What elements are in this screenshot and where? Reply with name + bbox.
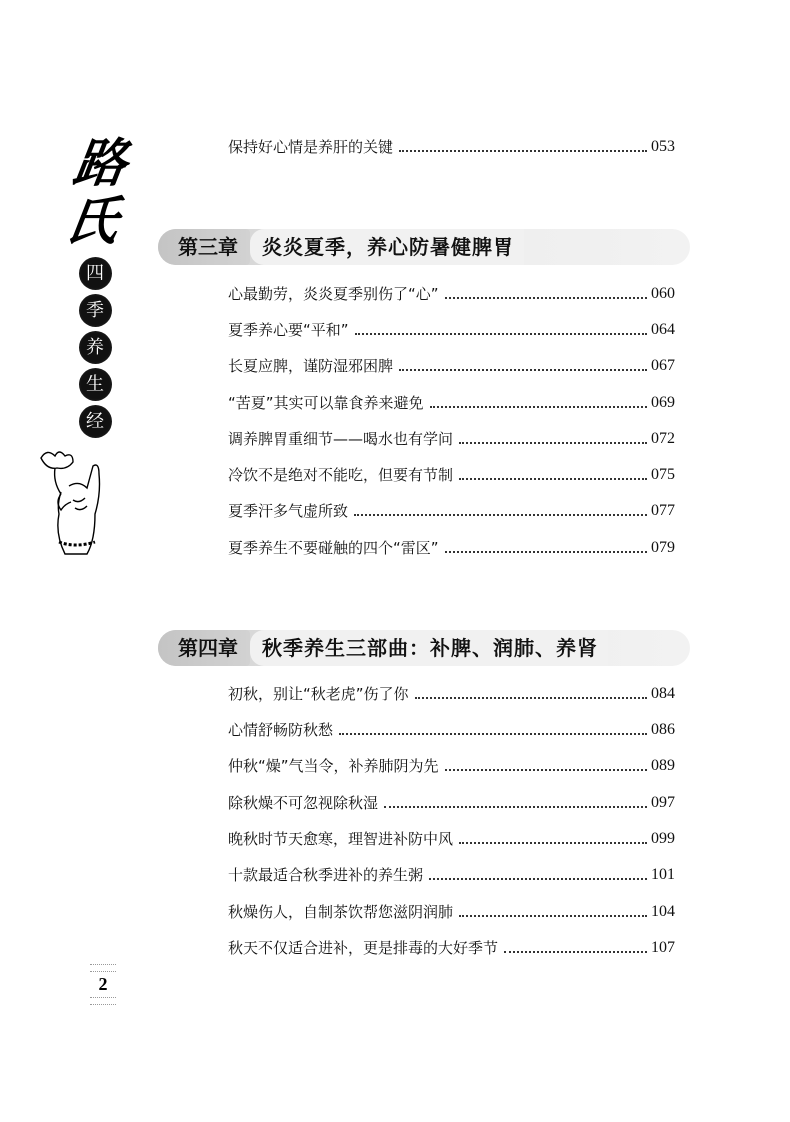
page-number: 2	[98, 974, 108, 994]
toc-entry-page: 104	[651, 903, 675, 920]
toc-entry-page: 079	[651, 539, 675, 556]
toc-entry-page: 084	[651, 685, 675, 702]
dot-leader	[459, 442, 647, 444]
toc-entry-title: 秋天不仅适合进补，更是排毒的大好季节	[228, 939, 499, 957]
folio-ornament-bottom-icon	[90, 997, 116, 1005]
side-brand	[55, 135, 135, 570]
dot-leader	[430, 406, 647, 408]
toc-entry-page: 099	[651, 830, 675, 847]
dot-leader	[459, 478, 647, 480]
toc-entry-page: 072	[651, 430, 675, 447]
dot-leader	[339, 733, 647, 735]
toc-entry-title: 夏季汗多气虚所致	[228, 502, 349, 520]
toc-entry-page: 097	[651, 794, 675, 811]
chapter-number: 第三章	[158, 229, 250, 265]
toc-entry[interactable]	[228, 133, 675, 157]
toc-entry[interactable]	[228, 716, 675, 740]
toc-entry-page: 101	[651, 866, 675, 883]
toc-entry-title: 保持好心情是养肝的关键	[228, 138, 394, 156]
toc-entry-title: “苦夏”其实可以靠食养来避免	[228, 394, 424, 412]
toc-entry[interactable]	[228, 680, 675, 704]
toc-entry-page: 067	[651, 357, 675, 374]
toc-entry-page: 086	[651, 721, 675, 738]
toc-entry[interactable]	[228, 461, 675, 485]
toc-entry-title: 冷饮不是绝对不能吃，但要有节制	[228, 466, 454, 484]
series-char-circle: 经	[79, 405, 112, 438]
dot-leader	[354, 514, 647, 516]
series-char-circle: 养	[79, 331, 112, 364]
toc-entry[interactable]	[228, 497, 675, 521]
brand-calligraphy: 路氏	[61, 133, 129, 252]
toc-entry-page: 107	[651, 939, 675, 956]
toc-entry-page: 053	[651, 138, 675, 155]
dot-leader	[504, 951, 647, 953]
toc-entry[interactable]	[228, 280, 675, 304]
toc-entry[interactable]	[228, 752, 675, 776]
toc-entry-title: 晚秋时节天愈寒，理智进补防中风	[228, 830, 454, 848]
toc-entry-title: 调养脾胃重细节——喝水也有学问	[228, 430, 454, 448]
toc-entry-page: 077	[651, 502, 675, 519]
toc-entry[interactable]	[228, 898, 675, 922]
toc-entry-page: 069	[651, 394, 675, 411]
toc-entry-page: 060	[651, 285, 675, 302]
toc-entry-title: 心情舒畅防秋愁	[228, 721, 334, 739]
toc-entry-title: 长夏应脾，谨防湿邪困脾	[228, 357, 394, 375]
dot-leader	[445, 297, 647, 299]
toc-entry[interactable]	[228, 316, 675, 340]
toc-entry-page: 089	[651, 757, 675, 774]
series-char-circle: 生	[79, 368, 112, 401]
chapter-number: 第四章	[158, 630, 250, 666]
dot-leader	[399, 150, 647, 152]
dot-leader	[445, 769, 647, 771]
dot-leader	[384, 806, 647, 808]
toc-entry[interactable]	[228, 789, 675, 813]
toc-entry-page: 075	[651, 466, 675, 483]
dot-leader	[459, 842, 647, 844]
dot-leader	[445, 551, 647, 553]
toc-entry[interactable]	[228, 534, 675, 558]
toc-entry[interactable]	[228, 352, 675, 376]
toc-entry-title: 秋燥伤人，自制茶饮帮您滋阴润肺	[228, 903, 454, 921]
dot-leader	[459, 915, 647, 917]
chapter-title: 秋季养生三部曲：补脾、润肺、养肾	[250, 630, 608, 666]
dot-leader	[399, 369, 647, 371]
chapter-heading-4[interactable]	[158, 630, 690, 666]
toc-entry-title: 心最勤劳，炎炎夏季别伤了“心”	[228, 285, 439, 303]
page-folio	[88, 962, 118, 1007]
toc-entry-title: 夏季养生不要碰触的四个“雷区”	[228, 539, 439, 557]
toc-entry-title: 仲秋“燥”气当令，补养肺阴为先	[228, 757, 439, 775]
toc-entry-title: 初秋，别让“秋老虎”伤了你	[228, 685, 409, 703]
series-char-circle: 四	[79, 257, 112, 290]
dot-leader	[415, 697, 647, 699]
series-title-circles	[55, 257, 135, 442]
toc-entry[interactable]	[228, 825, 675, 849]
toc-entry-page: 064	[651, 321, 675, 338]
toc-entry[interactable]	[228, 425, 675, 449]
toc-entry[interactable]	[228, 861, 675, 885]
dot-leader	[429, 878, 647, 880]
series-char-circle: 季	[79, 294, 112, 327]
toc-entry[interactable]	[228, 389, 675, 413]
chapter-title: 炎炎夏季，养心防暑健脾胃	[250, 229, 524, 265]
dot-leader	[355, 333, 647, 335]
lotus-hand-illustration-icon	[33, 446, 135, 570]
folio-ornament-top-icon	[90, 964, 116, 972]
toc-entry[interactable]	[228, 934, 675, 958]
toc-entry-title: 夏季养心要“平和”	[228, 321, 349, 339]
toc-entry-title: 十款最适合秋季进补的养生粥	[228, 866, 424, 884]
toc-entry-title: 除秋燥不可忽视除秋湿	[228, 794, 379, 812]
chapter-heading-3[interactable]	[158, 229, 690, 265]
